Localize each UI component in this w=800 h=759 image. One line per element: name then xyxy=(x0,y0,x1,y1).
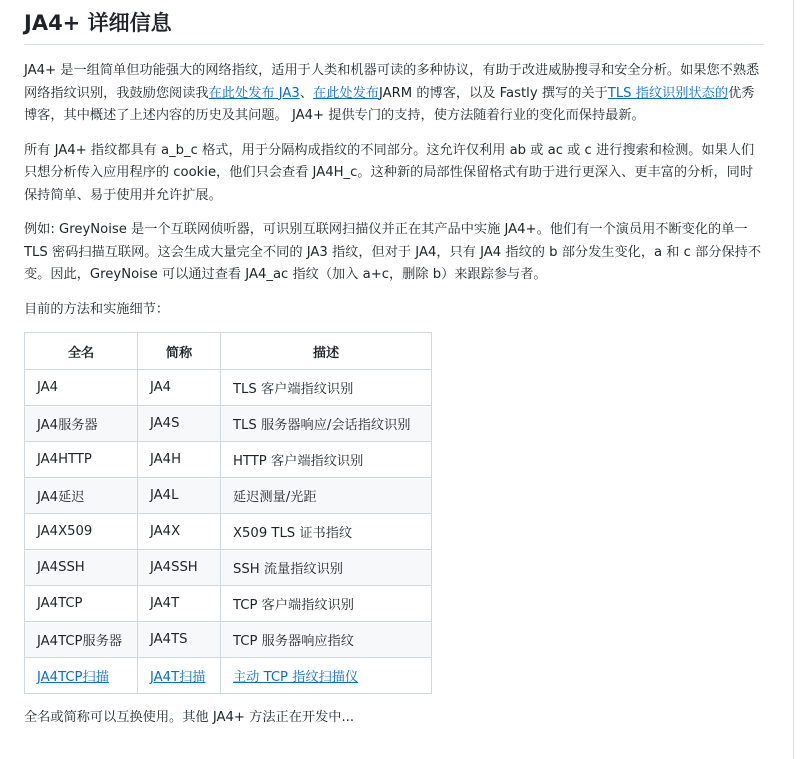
ja3-blog-link[interactable]: 在此处发布 JA3 xyxy=(208,85,300,101)
closing-paragraph: 全名或简称可以互换使用。其他 JA4+ 方法正在开发中... xyxy=(24,710,355,725)
table-row xyxy=(25,406,432,442)
cell-short: JA4 xyxy=(138,370,221,406)
intro-paragraph xyxy=(24,60,764,128)
cell-short: JA4SSH xyxy=(138,550,221,586)
cell-desc: TCP 服务器响应指纹 xyxy=(221,622,432,658)
table-row xyxy=(25,442,432,478)
table-row xyxy=(25,478,432,514)
cell-desc: SSH 流量指纹识别 xyxy=(221,550,432,586)
cell-full: JA4X509 xyxy=(25,514,138,550)
cell-desc: TCP 客户端指纹识别 xyxy=(221,586,432,622)
cell-short xyxy=(138,658,221,694)
table-row xyxy=(25,370,432,406)
cell-short: JA4L xyxy=(138,478,221,514)
intro-text-4: 优秀博客，其中概述了上述内容的历史及其问题。 JA4+ 提供专门的支持，使方法随着行业的变化而保持最新。 xyxy=(24,85,755,123)
cell-desc: TLS 服务器响应/会话指纹识别 xyxy=(221,406,432,442)
ja4tscan-full-link[interactable]: JA4TCP扫描 xyxy=(37,670,109,685)
table-row xyxy=(25,622,432,658)
cell-short: JA4X xyxy=(138,514,221,550)
cell-short: JA4H xyxy=(138,442,221,478)
cell-full xyxy=(25,658,138,694)
cell-full: JA4SSH xyxy=(25,550,138,586)
table-header-row xyxy=(25,333,432,370)
tls-fingerprinting-link[interactable]: TLS 指纹识别状态的 xyxy=(607,85,729,101)
cell-full: JA4 xyxy=(25,370,138,406)
example-paragraph: 例如: GreyNoise 是一个互联网侦听器，可识别互联网扫描仪并正在其产品中实施 JA4+。他们有一个演员用不断变化的单一 TLS 密码扫描互联网。这会生成大量完全不同的 JA3 指纹，但对于 JA4，只有 JA4 指纹的 b 部分发生变化，a 和 c 部分保持不变。因此，GreyNoise 可以通过查看 JA4_ac 指纹（加入 a+c，删除 b）来跟踪参与者。 xyxy=(24,222,762,282)
cell-short: JA4T xyxy=(138,586,221,622)
intro-text-1: JA4+ 是一组简单但功能强大的网络指纹，适用于人类和机器可读的多种协议，有助于改进威胁搜寻和安全分析。如果您不熟悉网络指纹识别，我鼓励您阅读我 xyxy=(24,63,760,101)
cell-full: JA4TCP xyxy=(25,586,138,622)
header-description: 描述 xyxy=(221,333,432,370)
table-row xyxy=(25,658,432,694)
table-row xyxy=(25,586,432,622)
cell-full: JA4延迟 xyxy=(25,478,138,514)
cell-full: JA4HTTP xyxy=(25,442,138,478)
ja4tscan-desc-link[interactable]: 主动 TCP 指纹扫描仪 xyxy=(233,670,359,685)
cell-desc: HTTP 客户端指纹识别 xyxy=(221,442,432,478)
methods-table xyxy=(24,332,432,694)
jarm-blog-link[interactable]: 在此处发布 xyxy=(313,85,379,101)
cell-full: JA4TCP服务器 xyxy=(25,622,138,658)
section-heading: JA4+ 详细信息 xyxy=(24,8,764,45)
cell-short: JA4S xyxy=(138,406,221,442)
cell-desc: 延迟测量/光距 xyxy=(221,478,432,514)
intro-text-3: JARM 的博客，以及 Fastly 撰写的关于 xyxy=(378,85,608,101)
cell-desc: TLS 客户端指纹识别 xyxy=(221,370,432,406)
ja4tscan-short-link[interactable]: JA4T扫描 xyxy=(150,670,206,685)
table-row xyxy=(25,514,432,550)
intro-text-2: 、 xyxy=(299,85,314,101)
header-short-name: 简称 xyxy=(138,333,221,370)
format-paragraph: 所有 JA4+ 指纹都具有 a_b_c 格式，用于分隔构成指纹的不同部分。这允许仅利用 ab 或 ac 或 c 进行搜索和检测。如果人们只想分析传入应用程序的 cookie，他们只会查看 JA4H_c。这种新的局部性保留格式有助于进行更深入、更丰富的分析，同时保持简单、易于使用并允许扩展。 xyxy=(24,142,755,203)
methods-intro: 目前的方法和实施细节： xyxy=(24,301,170,317)
cell-desc: X509 TLS 证书指纹 xyxy=(221,514,432,550)
cell-full: JA4服务器 xyxy=(25,406,138,442)
readme-content xyxy=(24,0,764,730)
table-row xyxy=(25,550,432,586)
cell-short: JA4TS xyxy=(138,622,221,658)
right-border xyxy=(793,0,794,759)
header-full-name: 全名 xyxy=(25,333,138,370)
cell-desc xyxy=(221,658,432,694)
